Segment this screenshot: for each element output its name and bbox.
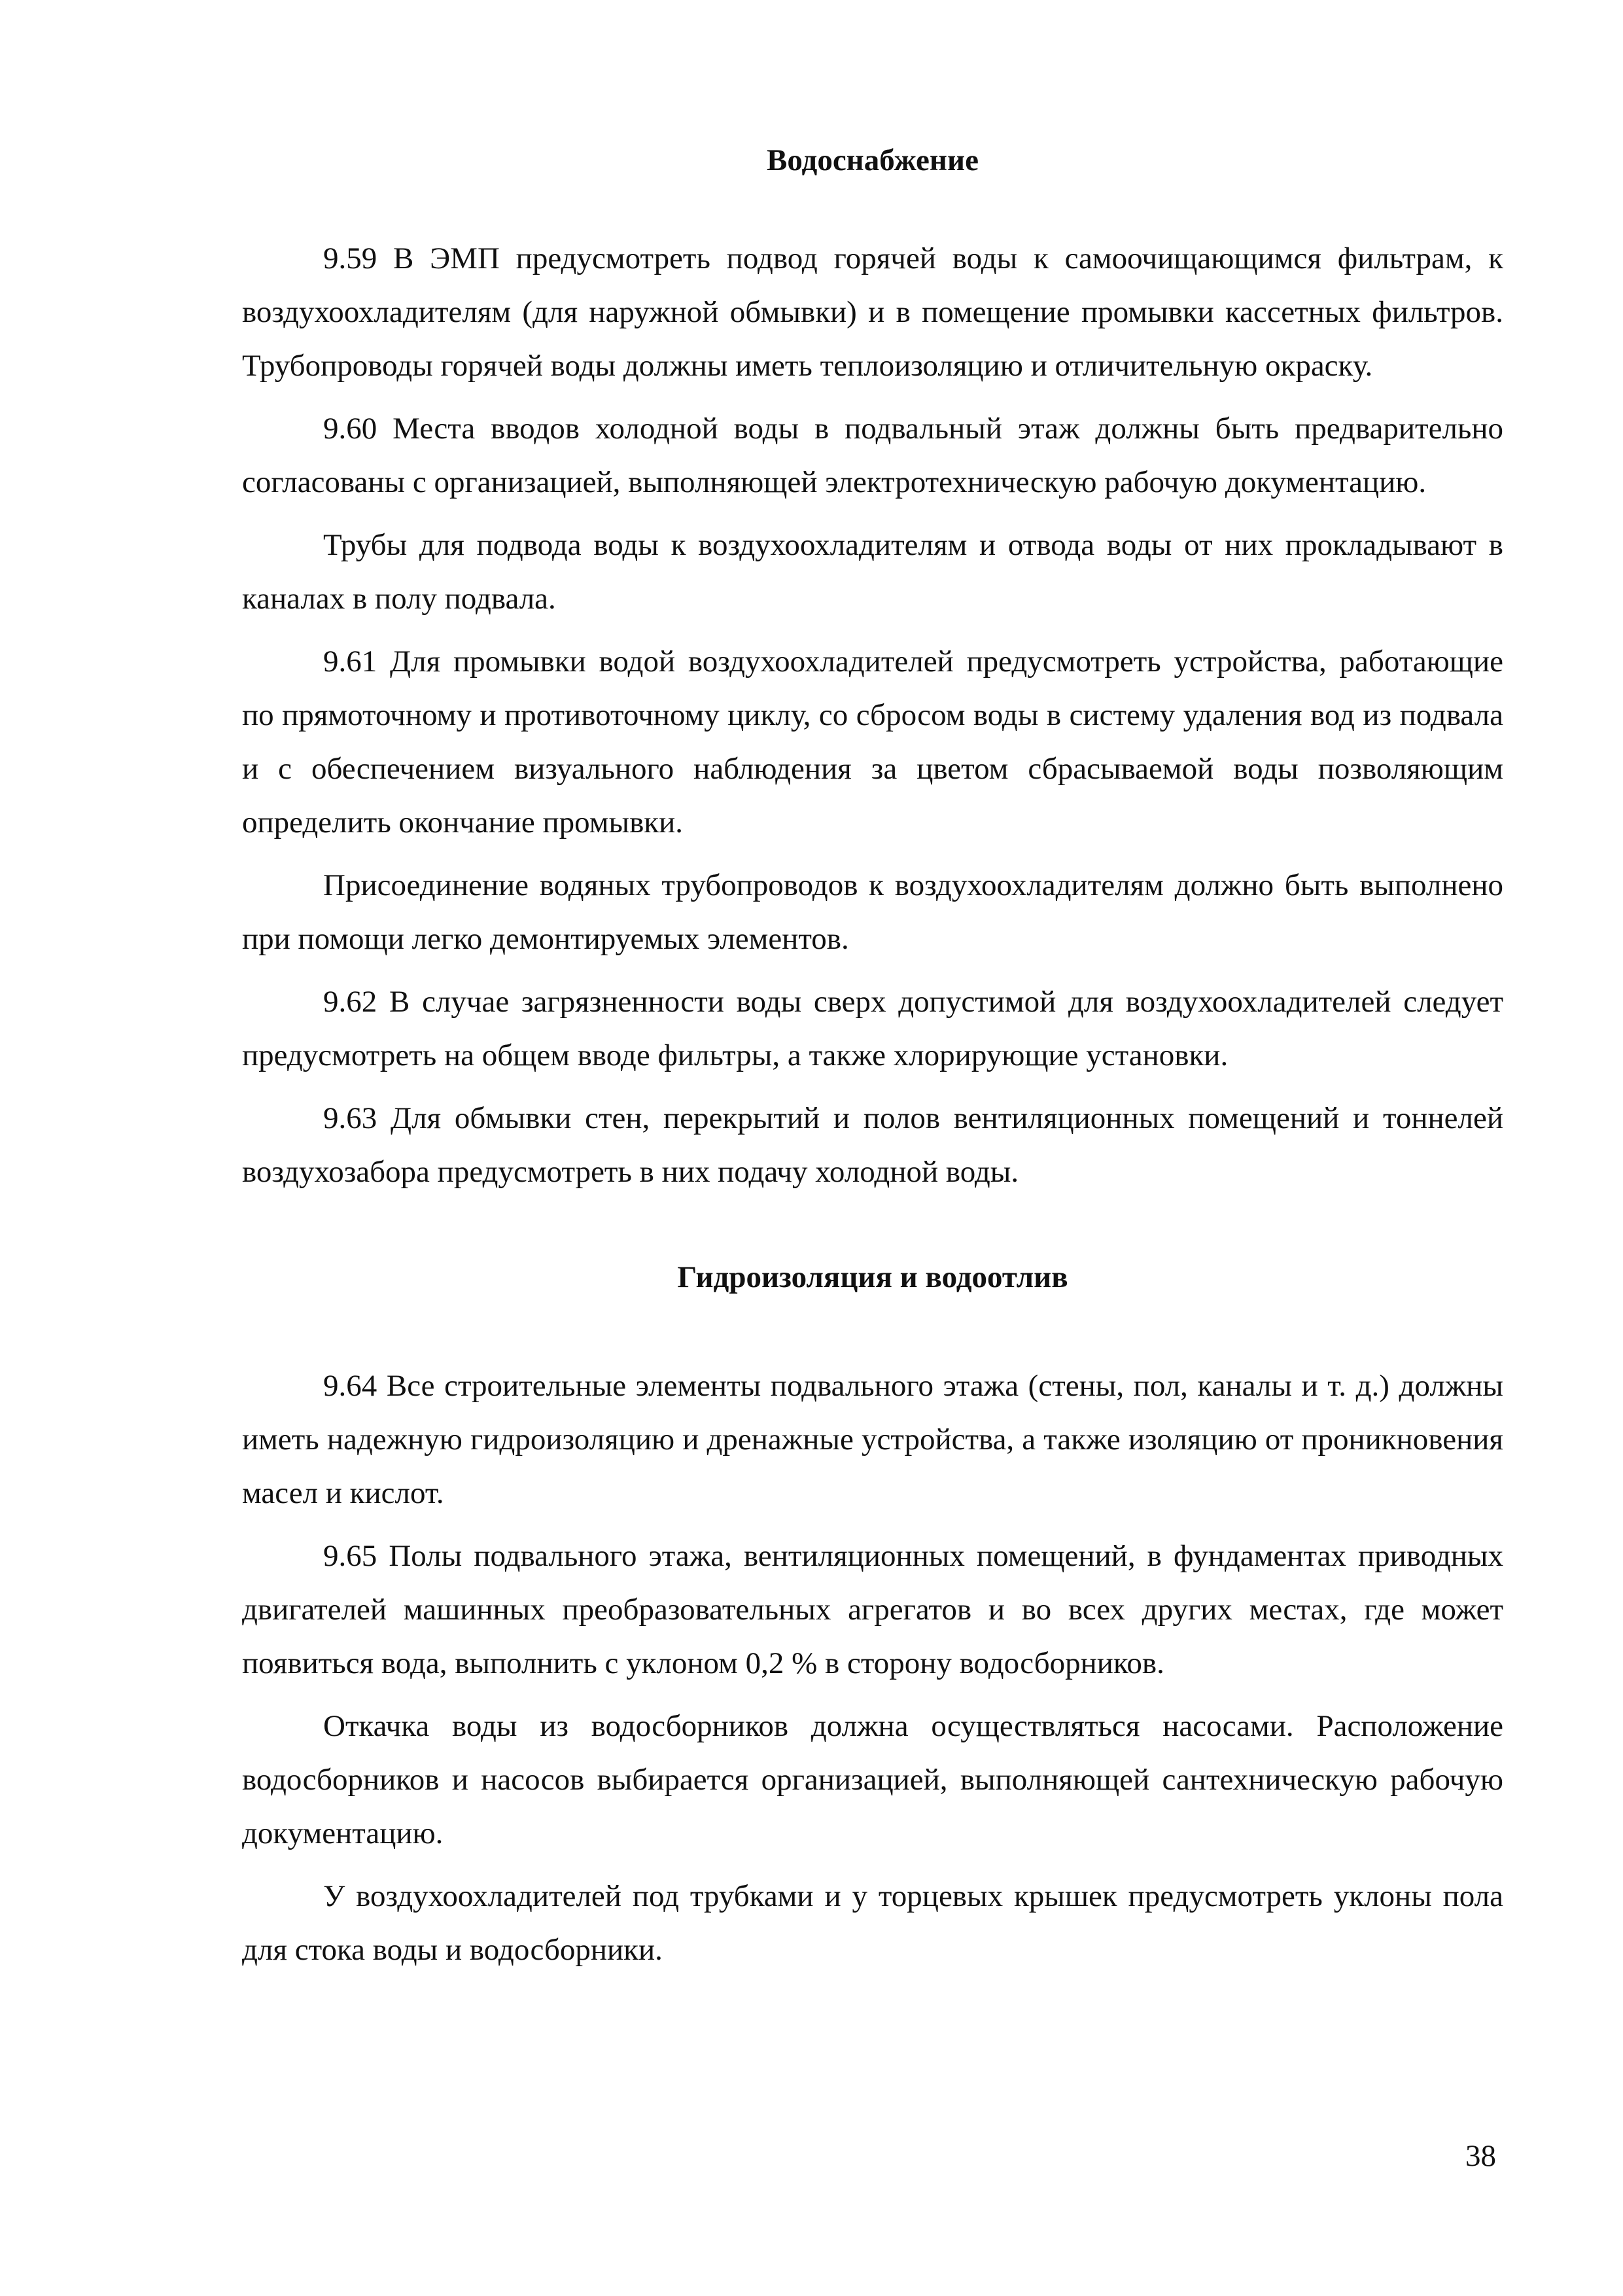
paragraph-9-64: 9.64 Все строительные элементы подвального этажа (стены, пол, каналы и т. д.) должны иметь надежную гидроизоляцию и дренажные устройства, а также изоляцию от проникновения масел и кислот.: [242, 1369, 1503, 1510]
paragraph-9-65: 9.65 Полы подвального этажа, вентиляционных помещений, в фундаментах приводных двигателей машинных преобразовательных агрегатов и во всех других местах, где может появиться вода, выполнить с уклоном 0,2 % в сторону водосборников.: [242, 1539, 1503, 1680]
page-number: 38: [1465, 2139, 1496, 2173]
paragraph-pumping: Откачка воды из водосборников должна осуществляться насосами. Расположение водосборников и насосов выбирается организацией, выполняющей сантехническую рабочую документацию.: [242, 1709, 1503, 1850]
section-heading-water-supply: Водоснабжение: [767, 143, 979, 177]
paragraph-9-61: 9.61 Для промывки водой воздухоохладителей предусмотреть устройства, работающие по прямоточному и противоточному циклу, со сбросом воды в систему удаления вод из подвала и с обеспечением визуального наблюдения за цветом сбрасываемой воды позволяющим определить окончание промывки.: [242, 645, 1503, 839]
paragraph-9-63: 9.63 Для обмывки стен, перекрытий и полов вентиляционных помещений и тоннелей воздухозабора предусмотреть в них подачу холодной воды.: [242, 1101, 1503, 1189]
paragraph-9-60: 9.60 Места вводов холодной воды в подвальный этаж должны быть предварительно согласованы с организацией, выполняющей электротехническую рабочую документацию.: [242, 412, 1503, 499]
paragraph-pipe-connection: Присоединение водяных трубопроводов к воздухоохладителям должно быть выполнено при помощи легко демонтируемых элементов.: [242, 868, 1503, 956]
section-heading-waterproofing: Гидроизоляция и водоотлив: [677, 1260, 1068, 1294]
page-content: [242, 131, 1503, 1986]
paragraph-9-62: 9.62 В случае загрязненности воды сверх допустимой для воздухоохладителей следует предусмотреть на общем вводе фильтры, а также хлорирующие установки.: [242, 985, 1503, 1072]
paragraph-pipes-laying: Трубы для подвода воды к воздухоохладителям и отвода воды от них прокладывают в каналах в полу подвала.: [242, 528, 1503, 616]
paragraph-floor-slopes: У воздухоохладителей под трубками и у торцевых крышек предусмотреть уклоны пола для стока воды и водосборники.: [242, 1879, 1503, 1967]
paragraph-9-59: 9.59 В ЭМП предусмотреть подвод горячей воды к самоочищающимся фильтрам, к воздухоохладителям (для наружной обмывки) и в помещение промывки кассетных фильтров. Трубопроводы горячей воды должны иметь теплоизоляцию и отличительную окраску.: [242, 241, 1503, 383]
